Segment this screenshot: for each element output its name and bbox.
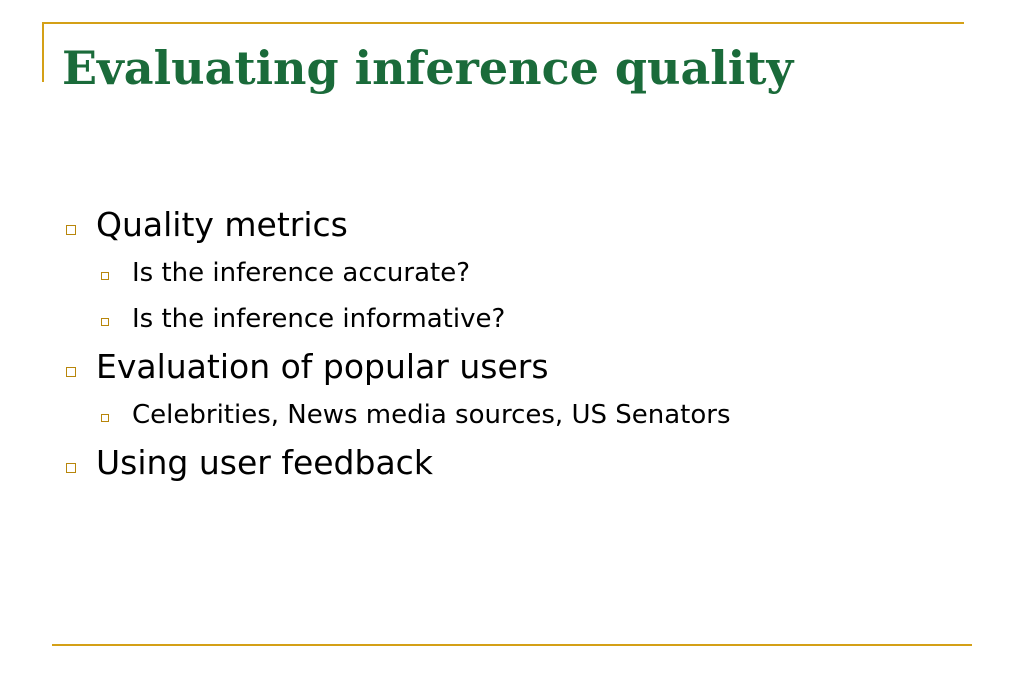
sub-bullet-text: Celebrities, News media sources, US Senators: [132, 400, 731, 430]
bullet-list: [62, 200, 731, 488]
slide-title: Evaluating inference quality: [62, 41, 794, 95]
bullet-item: [62, 342, 731, 392]
sub-bullet-item: [62, 296, 731, 342]
square-bullet-icon: [66, 367, 76, 377]
bullet-text: Evaluation of popular users: [96, 347, 549, 386]
square-bullet-icon: [66, 463, 76, 473]
bullet-text: Using user feedback: [96, 443, 433, 482]
left-rule: [42, 22, 44, 82]
bullet-text: Quality metrics: [96, 205, 348, 244]
sub-bullet-item: [62, 392, 731, 438]
sub-bullet-text: Is the inference accurate?: [132, 258, 471, 288]
bullet-item: [62, 438, 731, 488]
sub-bullet-text: Is the inference informative?: [132, 304, 506, 334]
top-rule: [42, 22, 964, 24]
bullet-item: [62, 200, 731, 250]
bottom-rule: [52, 644, 972, 646]
square-bullet-icon: [101, 318, 109, 326]
square-bullet-icon: [66, 225, 76, 235]
square-bullet-icon: [101, 414, 109, 422]
square-bullet-icon: [101, 272, 109, 280]
sub-bullet-item: [62, 250, 731, 296]
